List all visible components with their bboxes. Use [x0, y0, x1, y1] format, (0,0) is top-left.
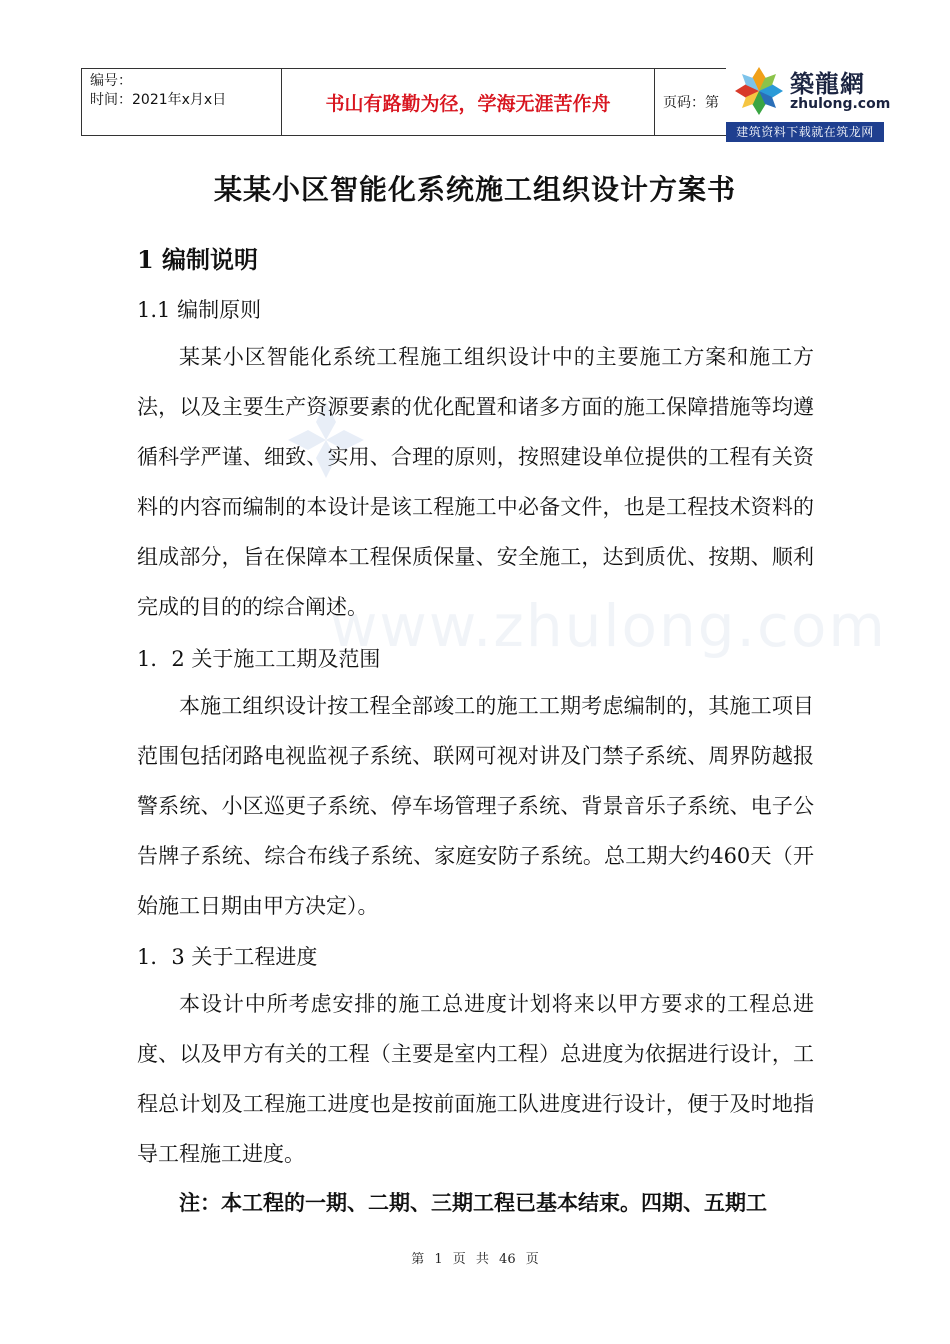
paragraph: 某某小区智能化系统工程施工组织设计中的主要施工方案和施工方法，以及主要生产资源要素的优化配置和诸多方面的施工保障措施等均遵循科学严谨、细致、实用、合理的原则，按照建设单位提供的工程有关资料的内容而编制的本设计是该工程施工中必备文件，也是工程技术资料的组成部分，旨在保障本工程保质保量、安全施工，达到质优、按期、顺利完成的目的的综合阐述。: [137, 345, 814, 619]
document-title: 某某小区智能化系统施工组织设计方案书: [213, 173, 736, 206]
logo-brand: 築龍網: [790, 69, 865, 98]
page-footer: 第 1 页 共 46 页: [411, 1252, 539, 1267]
snowflake-logo-icon: [732, 64, 786, 118]
subsection-heading: 1.1 编制原则: [137, 298, 262, 322]
page-label: 页码：第: [663, 95, 719, 111]
header-motto: 书山有路勤为径，学海无涯苦作舟: [282, 69, 655, 135]
paragraph: 本设计中所考虑安排的施工总进度计划将来以甲方要求的工程总进度、以及甲方有关的工程（主要是室内工程）总进度为依据进行设计，工程总计划及工程施工进度也是按前面施工队进度进行设计，便于及时地指导工程施工进度。: [137, 992, 814, 1166]
zhulong-logo: [726, 62, 891, 142]
watermark-text: www.zhulong.com: [330, 592, 887, 660]
section-heading: 1 编制说明: [137, 245, 259, 274]
time-label: 时间：2021年x月x日: [90, 92, 227, 108]
subsection-heading: 1．3 关于工程进度: [137, 945, 318, 969]
note-paragraph: 注：本工程的一期、二期、三期工程已基本结束。四期、五期工: [179, 1190, 767, 1215]
header-meta: [82, 69, 282, 135]
logo-tagline: 建筑资料下载就在筑龙网: [726, 122, 884, 142]
subsection-heading: 1．2 关于施工工期及范围: [137, 647, 381, 671]
paragraph: 本施工组织设计按工程全部竣工的施工工期考虑编制的，其施工项目范围包括闭路电视监视子系统、联网可视对讲及门禁子系统、周界防越报警系统、小区巡更子系统、停车场管理子系统、背景音乐子系统、电子公告牌子系统、综合布线子系统、家庭安防子系统。总工期大约460天（开始施工日期由甲方决定）。: [137, 694, 814, 918]
number-label: 编号：: [90, 73, 132, 89]
logo-domain: zhulong.com: [790, 96, 891, 112]
